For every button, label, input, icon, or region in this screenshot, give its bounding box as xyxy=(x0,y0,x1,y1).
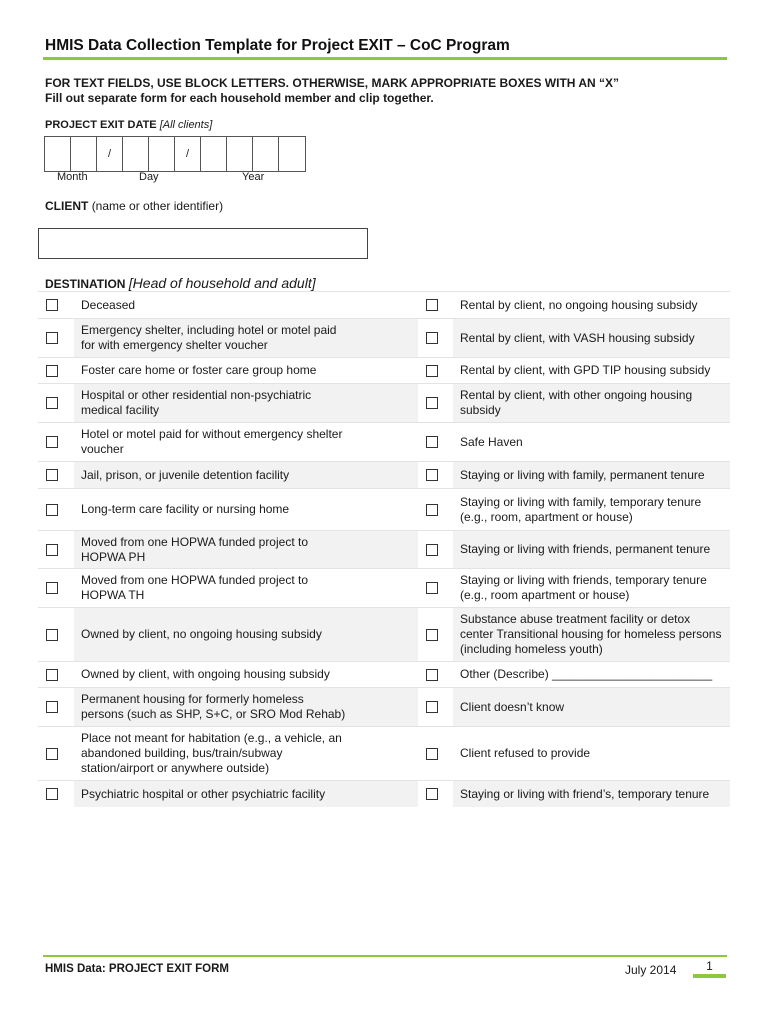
destination-option-left xyxy=(38,383,418,422)
destination-option-label: Psychiatric hospital or other psychiatric facility xyxy=(74,781,418,807)
destination-option-label: Hospital or other residential non-psychiatric medical facility xyxy=(74,384,418,422)
destination-option-right xyxy=(418,318,730,357)
destination-checkbox[interactable] xyxy=(426,701,438,713)
destination-option-label: Emergency shelter, including hotel or motel paid for with emergency shelter voucher xyxy=(74,319,418,357)
exit-date-field[interactable] xyxy=(44,136,306,172)
destination-option-right xyxy=(418,461,730,488)
destination-option-left xyxy=(38,687,418,726)
destination-checkbox[interactable] xyxy=(46,397,58,409)
destination-option-left xyxy=(38,357,418,383)
year-digit-2[interactable] xyxy=(227,137,253,171)
destination-option-left xyxy=(38,461,418,488)
destination-option-right xyxy=(418,383,730,422)
destination-checkbox[interactable] xyxy=(426,436,438,448)
destination-option-label: Staying or living with friends, temporary tenure (e.g., room apartment or house) xyxy=(460,573,707,602)
destination-qualifier: [Head of household and adult] xyxy=(128,275,316,291)
destination-option-label: Place not meant for habitation (e.g., a vehicle, an abandoned building, bus/train/subway station/airport or anywhere outside) xyxy=(81,731,342,775)
instruction-separate-form: Fill out separate form for each household member and clip together. xyxy=(45,91,434,105)
client-label xyxy=(45,199,223,213)
year-digit-4[interactable] xyxy=(279,137,305,171)
destination-checkbox[interactable] xyxy=(46,788,58,800)
destination-option-label: Staying or living with friends, permanent tenure xyxy=(453,531,730,568)
destination-option-label: Hotel or motel paid for without emergency shelter voucher xyxy=(81,427,343,456)
title-rule xyxy=(43,57,727,60)
destination-option-left xyxy=(38,607,418,661)
exit-date-qualifier: [All clients] xyxy=(159,119,213,131)
destination-checkbox[interactable] xyxy=(426,748,438,760)
destination-option-right xyxy=(418,607,730,661)
destination-option-label: Rental by client, with GPD TIP housing subsidy xyxy=(460,363,711,377)
destination-checkbox[interactable] xyxy=(46,748,58,760)
destination-checkbox[interactable] xyxy=(426,397,438,409)
destination-checkbox[interactable] xyxy=(426,629,438,641)
page-number: 1 xyxy=(693,956,726,978)
destination-option-left xyxy=(38,780,418,807)
month-label: Month xyxy=(57,171,88,183)
destination-option-right xyxy=(418,530,730,568)
client-label-text: CLIENT xyxy=(45,199,89,213)
destination-option-label: Safe Haven xyxy=(460,434,523,449)
destination-option-right xyxy=(418,291,730,318)
destination-option-label: Rental by client, no ongoing housing subsidy xyxy=(460,297,698,312)
exit-date-label xyxy=(45,119,212,131)
destination-option-label: Deceased xyxy=(81,297,136,312)
year-digit-1[interactable] xyxy=(201,137,227,171)
destination-option-left xyxy=(38,422,418,461)
destination-label xyxy=(45,275,316,291)
year-digit-3[interactable] xyxy=(253,137,279,171)
destination-checkbox[interactable] xyxy=(426,544,438,556)
destination-option-label: Foster care home or foster care group home xyxy=(81,363,317,377)
destination-option-left xyxy=(38,568,418,607)
destination-checkbox[interactable] xyxy=(46,669,58,681)
exit-date-label-text: PROJECT EXIT DATE xyxy=(45,119,157,131)
destination-option-right xyxy=(418,568,730,607)
footer-form-name: HMIS Data: PROJECT EXIT FORM xyxy=(45,963,230,975)
destination-checkbox[interactable] xyxy=(426,504,438,516)
client-identifier-input[interactable] xyxy=(38,228,368,259)
destination-option-left xyxy=(38,530,418,568)
destination-option-label: Long-term care facility or nursing home xyxy=(81,502,290,516)
destination-option-label: Other (Describe) ________________________ xyxy=(460,667,713,681)
destination-option-label: Jail, prison, or juvenile detention facility xyxy=(74,462,418,488)
date-separator: / xyxy=(175,137,201,171)
destination-checkbox[interactable] xyxy=(426,332,438,344)
destination-checkbox[interactable] xyxy=(46,701,58,713)
destination-option-label: Client doesn’t know xyxy=(453,688,730,726)
footer-rule xyxy=(43,955,727,957)
destination-checkbox[interactable] xyxy=(46,365,58,377)
day-digit-1[interactable] xyxy=(123,137,149,171)
destination-option-label: Staying or living with family, temporary tenure (e.g., room, apartment or house) xyxy=(460,494,702,524)
destination-checkbox[interactable] xyxy=(426,469,438,481)
destination-option-label: Staying or living with friend’s, temporary tenure xyxy=(453,781,730,807)
destination-option-label: Staying or living with family, permanent tenure xyxy=(453,462,730,488)
destination-checkbox[interactable] xyxy=(46,299,58,311)
day-label: Day xyxy=(139,171,159,183)
destination-checkbox[interactable] xyxy=(426,365,438,377)
destination-option-label: Owned by client, with ongoing housing subsidy xyxy=(81,667,330,681)
footer-date: July 2014 xyxy=(625,963,677,977)
destination-option-label: Rental by client, with other ongoing housing subsidy xyxy=(453,384,730,422)
destination-option-right xyxy=(418,726,730,780)
date-separator: / xyxy=(97,137,123,171)
client-hint: (name or other identifier) xyxy=(91,199,224,213)
destination-option-left xyxy=(38,291,418,318)
destination-checkbox[interactable] xyxy=(426,582,438,594)
destination-checkbox[interactable] xyxy=(46,544,58,556)
destination-option-right xyxy=(418,357,730,383)
destination-option-left xyxy=(38,318,418,357)
destination-checkbox[interactable] xyxy=(426,299,438,311)
destination-checkbox[interactable] xyxy=(46,504,58,516)
destination-checkbox[interactable] xyxy=(46,582,58,594)
destination-option-right xyxy=(418,661,730,687)
destination-option-label: Client refused to provide xyxy=(460,746,591,760)
instruction-block-letters: FOR TEXT FIELDS, USE BLOCK LETTERS. OTHERWISE, MARK APPROPRIATE BOXES WITH AN “X” xyxy=(45,76,620,90)
destination-option-label: Substance abuse treatment facility or detox center Transitional housing for homeless persons (including homeless youth) xyxy=(453,608,730,661)
destination-option-label: Moved from one HOPWA funded project to HOPWA PH xyxy=(74,531,418,568)
destination-option-left xyxy=(38,488,418,530)
destination-option-right xyxy=(418,488,730,530)
destination-label-text: DESTINATION xyxy=(45,277,126,291)
destination-checkbox[interactable] xyxy=(46,469,58,481)
destination-option-right xyxy=(418,422,730,461)
destination-option-left xyxy=(38,726,418,780)
destination-option-label: Moved from one HOPWA funded project to HOPWA TH xyxy=(81,573,308,602)
month-digit-1[interactable] xyxy=(45,137,71,171)
destination-option-label: Permanent housing for formerly homeless persons (such as SHP, S+C, or SRO Mod Rehab) xyxy=(74,688,418,726)
destination-option-left xyxy=(38,661,418,687)
destination-checkbox[interactable] xyxy=(46,436,58,448)
form-title: HMIS Data Collection Template for Project EXIT – CoC Program xyxy=(45,37,510,54)
year-label: Year xyxy=(242,171,265,183)
destination-checkbox[interactable] xyxy=(46,629,58,641)
destination-checkbox[interactable] xyxy=(46,332,58,344)
month-digit-2[interactable] xyxy=(71,137,97,171)
destination-option-right xyxy=(418,780,730,807)
destination-option-label: Owned by client, no ongoing housing subsidy xyxy=(74,608,418,661)
day-digit-2[interactable] xyxy=(149,137,175,171)
destination-checkbox[interactable] xyxy=(426,788,438,800)
destination-option-right xyxy=(418,687,730,726)
destination-option-label: Rental by client, with VASH housing subsidy xyxy=(453,319,730,357)
destination-checkbox[interactable] xyxy=(426,669,438,681)
